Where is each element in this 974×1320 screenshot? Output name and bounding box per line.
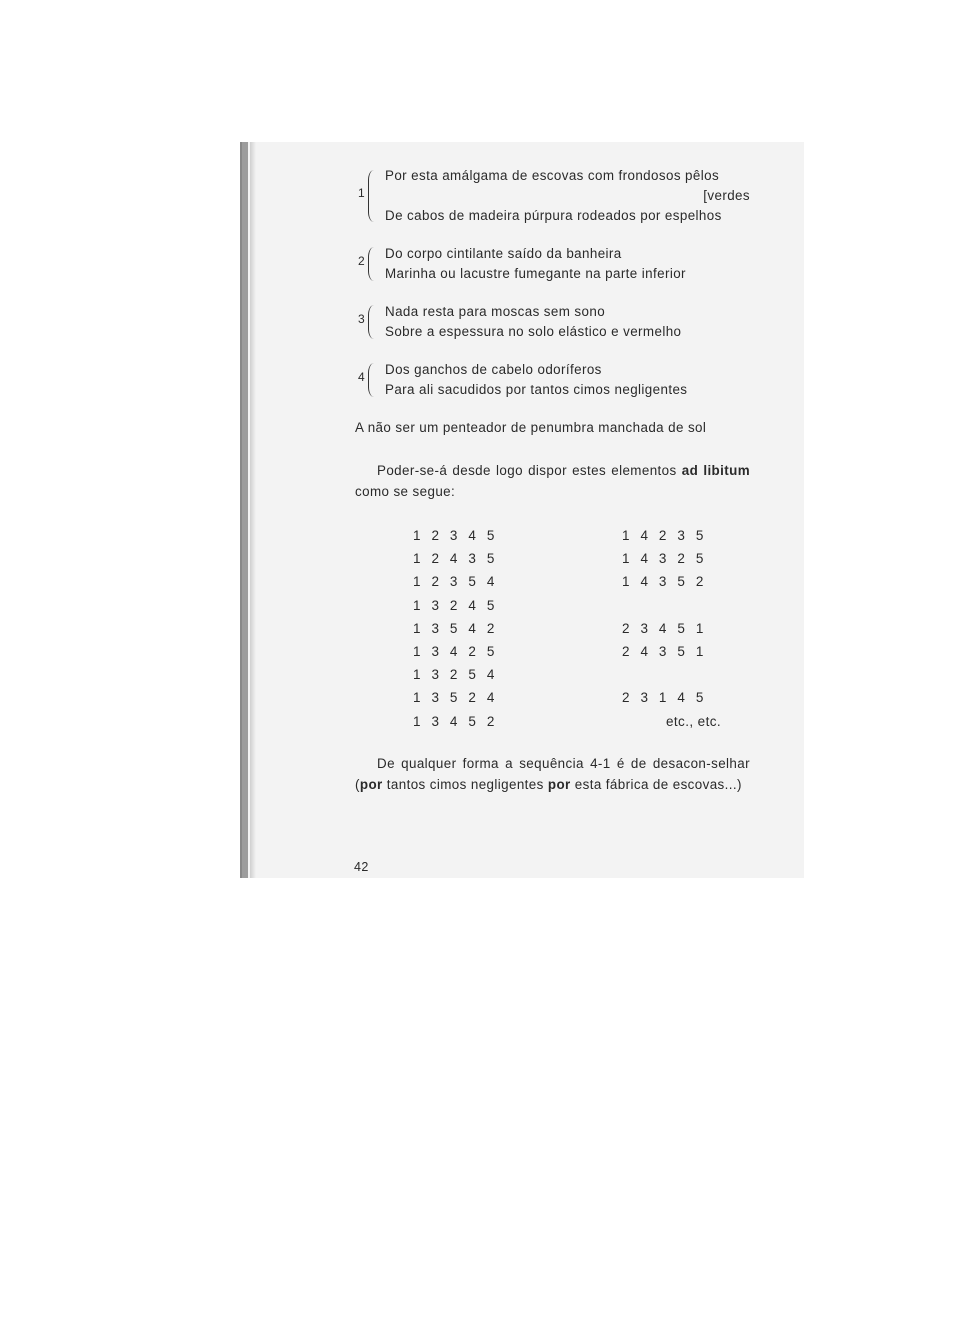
text-run: como se segue: <box>355 484 456 499</box>
text-run: Poder-se-á desde logo dispor estes elementos <box>377 463 682 478</box>
sequence-column-right-b <box>622 617 707 663</box>
sequence-table <box>350 524 750 729</box>
stanza-number: 1 <box>358 186 366 200</box>
stanza-number: 3 <box>358 312 366 326</box>
book-gutter-shadow <box>250 142 256 878</box>
bold-word: por <box>547 777 571 792</box>
sequence-row: 1 3 4 5 2 <box>413 713 498 729</box>
paragraph-conclusion <box>355 753 750 795</box>
text-run: esta fábrica de escovas...) <box>570 777 742 792</box>
verse-line: Do corpo cintilante saído da banheira <box>385 246 622 261</box>
sequence-row: 1 3 2 4 5 <box>413 597 498 613</box>
sequence-row: 1 4 3 2 5 <box>622 551 707 567</box>
sequence-row: 1 2 4 3 5 <box>413 551 498 567</box>
text-run: De qualquer forma a sequência 4-1 é de desacon-selhar ( <box>355 756 750 792</box>
bold-term: ad libitum <box>681 463 751 478</box>
sequence-row: 1 4 3 5 2 <box>622 574 707 590</box>
stanza-number: 4 <box>358 370 366 384</box>
sequence-row: 1 3 2 5 4 <box>413 667 498 683</box>
stanza-2 <box>350 244 750 284</box>
brace-icon <box>368 363 375 397</box>
scanned-page <box>240 142 804 878</box>
brace-icon <box>368 247 375 281</box>
sequence-row: 1 2 3 5 4 <box>413 574 498 590</box>
sequence-row: 2 4 3 5 1 <box>622 643 707 659</box>
verse-line: [verdes <box>703 188 750 203</box>
sequence-row: 1 2 3 4 5 <box>413 528 498 543</box>
stanza-3 <box>350 302 750 342</box>
stanza-number: 2 <box>358 254 366 268</box>
verse-line: De cabos de madeira púrpura rodeados por espelhos <box>385 208 722 223</box>
stanza-1 <box>350 166 750 226</box>
sequence-row: 1 4 2 3 5 <box>622 528 707 543</box>
verse-line: Sobre a espessura no solo elástico e vermelho <box>385 324 682 339</box>
page-number: 42 <box>354 860 369 874</box>
closing-verse-line: A não ser um penteador de penumbra manchada de sol <box>355 420 707 435</box>
paragraph-intro <box>355 460 750 502</box>
verse-line: Por esta amálgama de escovas com frondosos pêlos <box>385 168 720 183</box>
brace-icon <box>368 305 375 339</box>
sequence-column-left <box>413 524 498 733</box>
etc-label: etc., etc. <box>666 713 722 729</box>
verse-line: Dos ganchos de cabelo odoríferos <box>385 362 602 377</box>
sequence-row: 1 3 5 2 4 <box>413 690 498 706</box>
brace-icon <box>368 170 375 222</box>
stanza-4 <box>350 360 750 400</box>
bold-word: por <box>359 777 383 792</box>
verse-line: Nada resta para moscas sem sono <box>385 304 606 319</box>
sequence-row: 1 3 5 4 2 <box>413 620 498 636</box>
verse-line: Marinha ou lacustre fumegante na parte inferior <box>385 266 686 281</box>
sequence-row: 1 3 4 2 5 <box>413 643 498 659</box>
sequence-column-right-a <box>622 524 707 594</box>
sequence-row: 2 3 4 5 1 <box>622 620 707 636</box>
sequence-row: 2 3 1 4 5 <box>622 690 707 706</box>
page-content <box>350 162 751 874</box>
text-run: tantos cimos negligentes <box>382 777 548 792</box>
sequence-column-right-c <box>622 686 721 732</box>
verse-line: Para ali sacudidos por tantos cimos negligentes <box>385 382 688 397</box>
